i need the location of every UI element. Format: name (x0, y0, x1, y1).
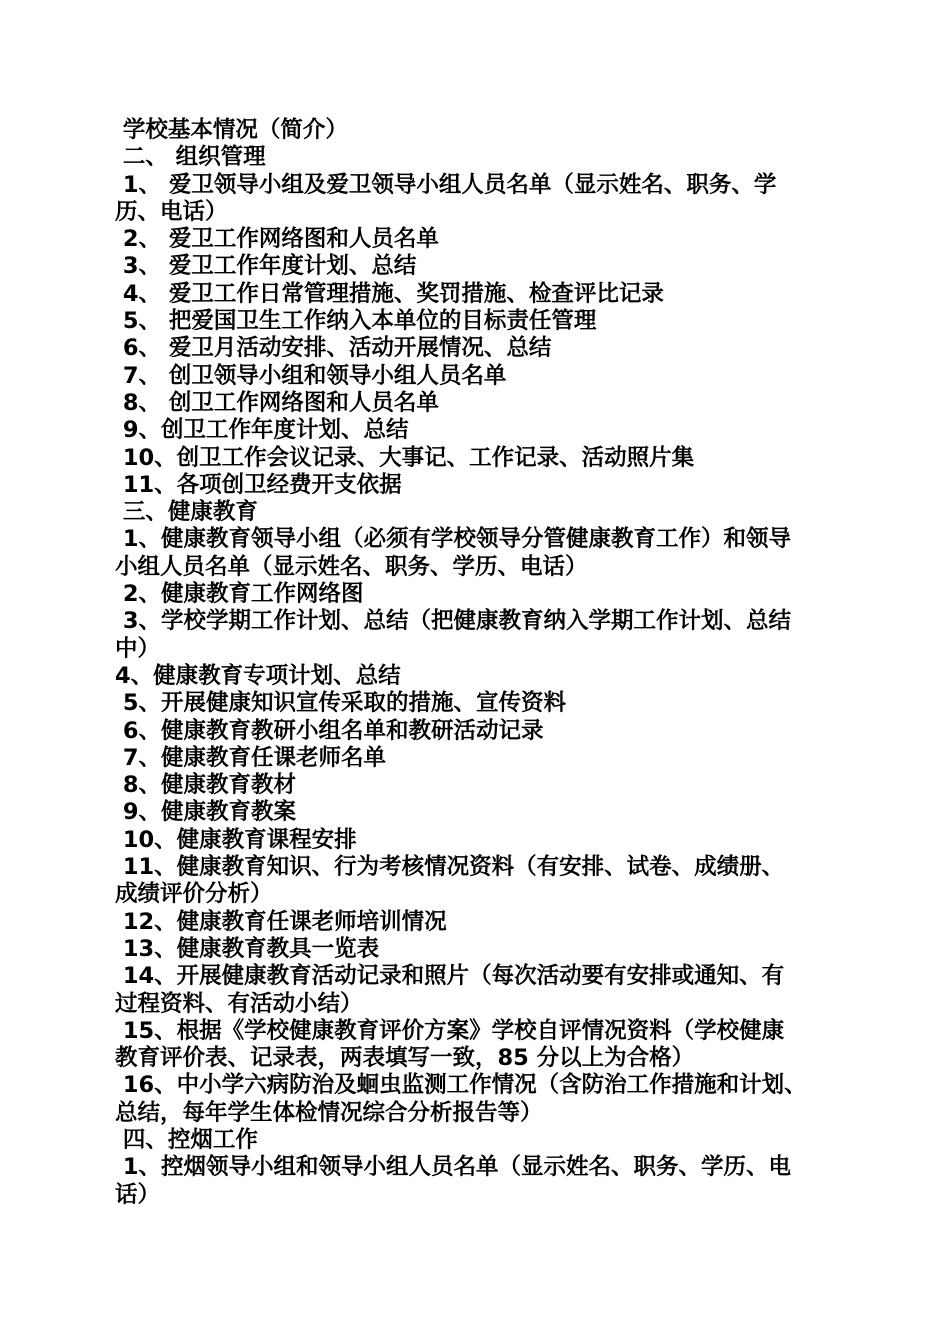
list-item: 12、健康教育任课老师培训情况 (115, 908, 447, 935)
list-item-continuation: 教育评价表、记录表，两表填写一致，85 分以上为合格） (115, 1045, 695, 1072)
list-item-continuation: 小组人员名单（显示姓名、职务、学历、电话） (115, 553, 588, 580)
list-item: 1、健康教育领导小组（必须有学校领导分管健康教育工作）和领导 (115, 526, 791, 553)
section-heading-org-management: 二、 组织管理 (115, 144, 266, 171)
list-item: 9、健康教育教案 (115, 799, 296, 826)
section-heading-tobacco-control: 四、控烟工作 (115, 1126, 258, 1153)
list-item: 6、 爱卫月活动安排、活动开展情况、总结 (115, 335, 552, 362)
list-item-continuation: 历、电话） (115, 198, 228, 225)
list-item: 3、 爱卫工作年度计划、总结 (115, 253, 417, 280)
list-item: 11、各项创卫经费开支依据 (115, 471, 402, 498)
list-item: 4、 爱卫工作日常管理措施、奖罚措施、检查评比记录 (115, 280, 664, 307)
list-item: 13、健康教育教具一览表 (115, 935, 380, 962)
list-item: 4、健康教育专项计划、总结 (115, 662, 401, 689)
list-item: 5、开展健康知识宣传采取的措施、宣传资料 (115, 690, 566, 717)
list-item: 7、 创卫领导小组和领导小组人员名单 (115, 362, 507, 389)
list-item-continuation: 总结，每年学生体检情况综合分析报告等） (115, 1099, 543, 1126)
list-item: 16、中小学六病防治及蛔虫监测工作情况（含防治工作措施和计划、 (115, 1072, 807, 1099)
list-item: 2、 爱卫工作网络图和人员名单 (115, 226, 439, 253)
document-body (115, 117, 835, 1209)
list-item: 9、创卫工作年度计划、总结 (115, 417, 409, 444)
list-item: 1、控烟领导小组和领导小组人员名单（显示姓名、职务、学历、电 (115, 1154, 791, 1181)
list-item: 14、开展健康教育活动记录和照片（每次活动要有安排或通知、有 (115, 963, 785, 990)
list-item: 15、根据《学校健康教育评价方案》学校自评情况资料（学校健康 (115, 1017, 785, 1044)
list-item-continuation: 话） (115, 1181, 161, 1208)
list-item-continuation: 成绩评价分析） (115, 881, 273, 908)
list-item: 5、 把爱国卫生工作纳入本单位的目标责任管理 (115, 308, 597, 335)
list-item: 2、健康教育工作网络图 (115, 581, 364, 608)
list-item: 6、健康教育教研小组名单和教研活动记录 (115, 717, 544, 744)
list-item-continuation: 中） (115, 635, 161, 662)
list-item: 11、健康教育知识、行为考核情况资料（有安排、试卷、成绩册、 (115, 854, 785, 881)
list-item: 10、创卫工作会议记录、大事记、工作记录、活动照片集 (115, 444, 695, 471)
list-item: 1、 爱卫领导小组及爱卫领导小组人员名单（显示姓名、职务、学 (115, 171, 777, 198)
list-item: 8、 创卫工作网络图和人员名单 (115, 389, 439, 416)
list-item: 3、学校学期工作计划、总结（把健康教育纳入学期工作计划、总结 (115, 608, 791, 635)
list-item-continuation: 过程资料、有活动小结） (115, 990, 363, 1017)
list-item: 8、健康教育教材 (115, 772, 296, 799)
section-heading-health-education: 三、健康教育 (115, 499, 258, 526)
doc-title: 学校基本情况（简介） (115, 117, 348, 143)
list-item: 7、健康教育任课老师名单 (115, 744, 386, 771)
list-item: 10、健康教育课程安排 (115, 826, 357, 853)
